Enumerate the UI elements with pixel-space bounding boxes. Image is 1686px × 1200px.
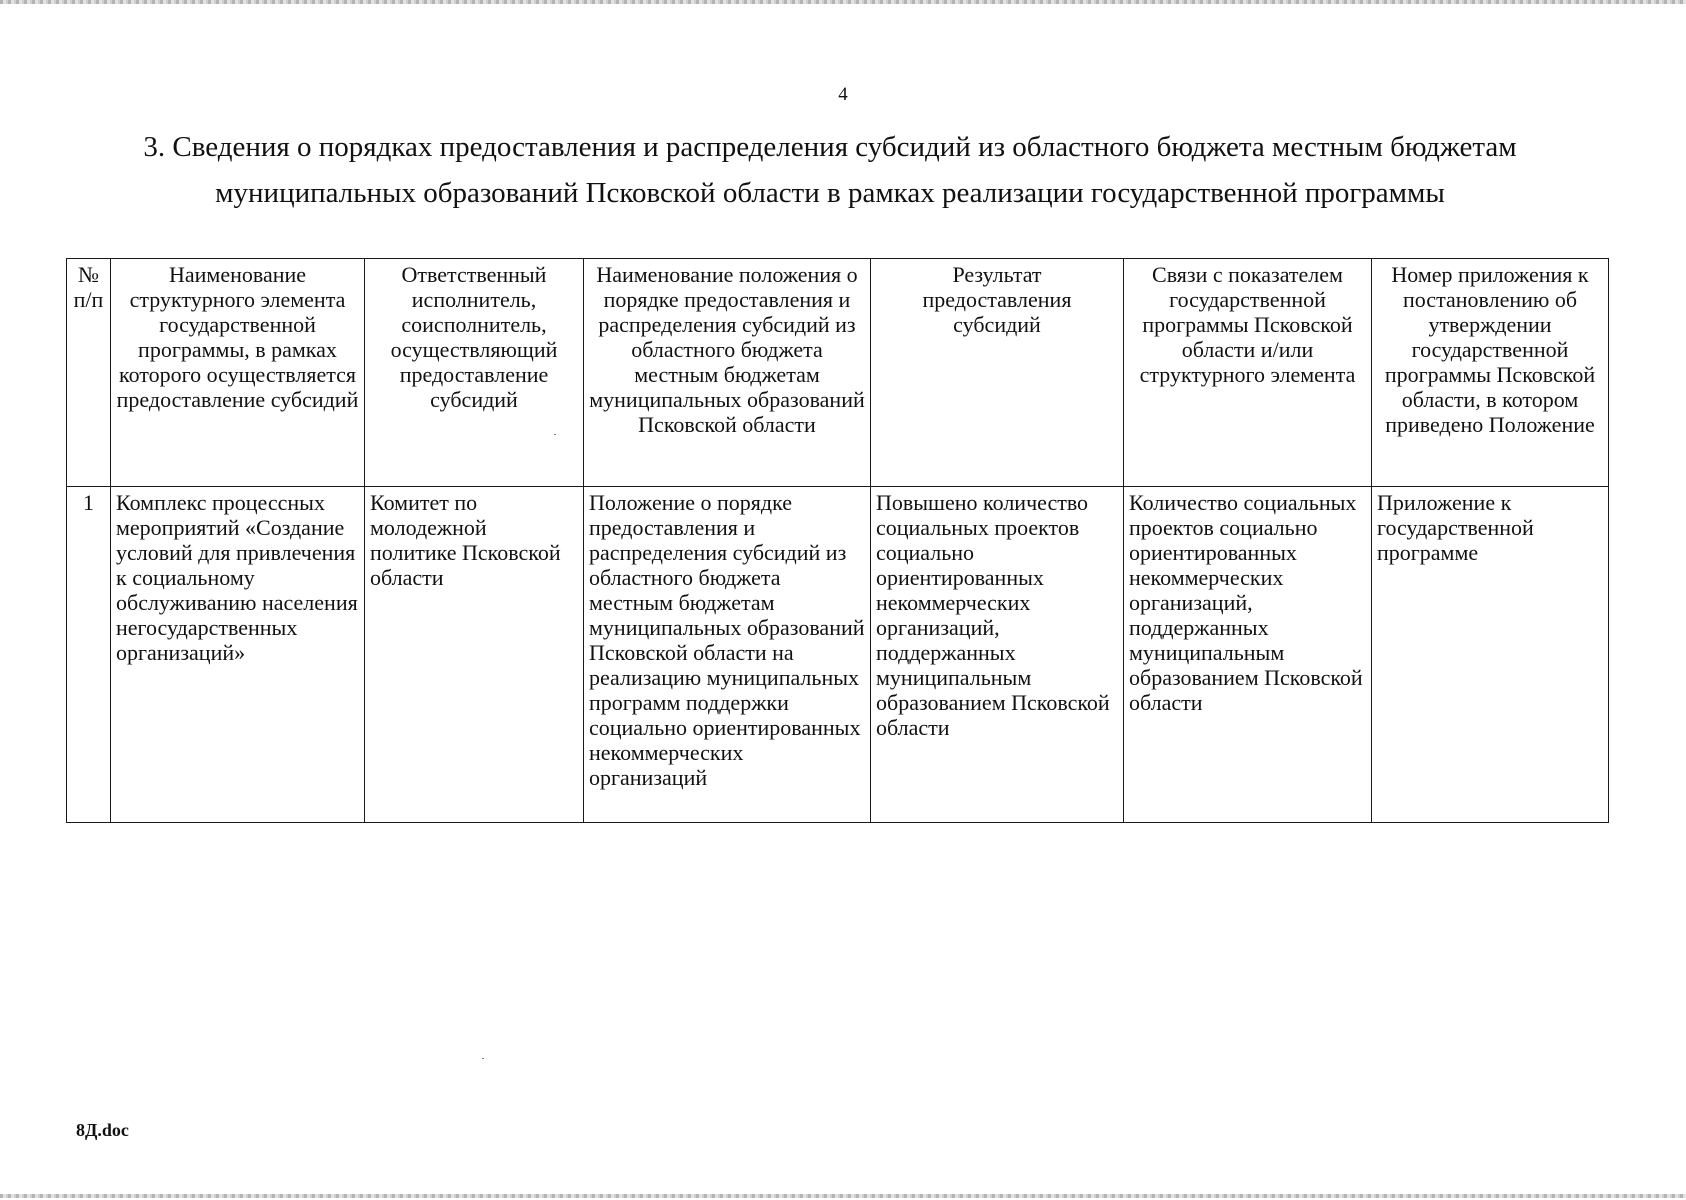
scan-speck [554,434,556,435]
header-regulation-name: Наименование положения о порядке предоставления и распределения субсидий из областного бюджета местным бюджетам муниципальных образований Псковской области [584,259,871,487]
header-appendix-number: Номер приложения к постановлению об утверждении государственной программы Псковской области, в котором приведено Положение [1372,259,1609,487]
header-number: № п/п [67,259,111,487]
header-subsidy-result: Результат предоставления субсидий [871,259,1124,487]
document-title-line-1: 3. Сведения о порядках предоставления и распределения субсидий из областного бюджета местным бюджетам [143,131,1517,163]
cell-responsible-executor: Комитет по молодежной политике Псковской области [365,487,584,823]
table-row [67,487,1609,823]
header-indicator-link: Связи с показателем государственной программы Псковской области и/или структурного элемента [1124,259,1372,487]
cell-indicator-link: Количество социальных проектов социально ориентированных некоммерческих организаций, поддержанных муниципальным образованием Псковской области [1124,487,1372,823]
cell-structural-element: Комплекс процессных мероприятий «Создание условий для привлечения к социальному обслуживанию населения негосударственных организаций» [111,487,365,823]
scan-speck [482,1058,484,1059]
scan-edge-top [0,0,1686,4]
subsidies-table-container [66,258,1608,823]
cell-appendix-number: Приложение к государственной программе [1372,487,1609,823]
header-responsible-executor: Ответственный исполнитель, соисполнитель, осуществляющий предоставление субсидий [365,259,584,487]
document-title-line-2: муниципальных образований Псковской области в рамках реализации государственной программы [215,177,1445,209]
header-structural-element: Наименование структурного элемента государственной программы, в рамках которого осуществляется предоставление субсидий [111,259,365,487]
footer-file-name: 8Д.doc [76,1120,129,1140]
scan-edge-bottom [0,1194,1686,1198]
document-title [60,124,1600,216]
subsidies-table [66,258,1609,823]
cell-subsidy-result: Повышено количество социальных проектов социально ориентированных некоммерческих организаций, поддержанных муниципальным образованием Псковской области [871,487,1124,823]
table-header-row [67,259,1609,487]
page-number: 4 [838,84,848,105]
cell-regulation-name: Положение о порядке предоставления и распределения субсидий из областного бюджета местным бюджетам муниципальных образований Псковской области на реализацию муниципальных программ поддержки социально ориентированных некоммерческих организаций [584,487,871,823]
cell-number: 1 [67,487,111,823]
